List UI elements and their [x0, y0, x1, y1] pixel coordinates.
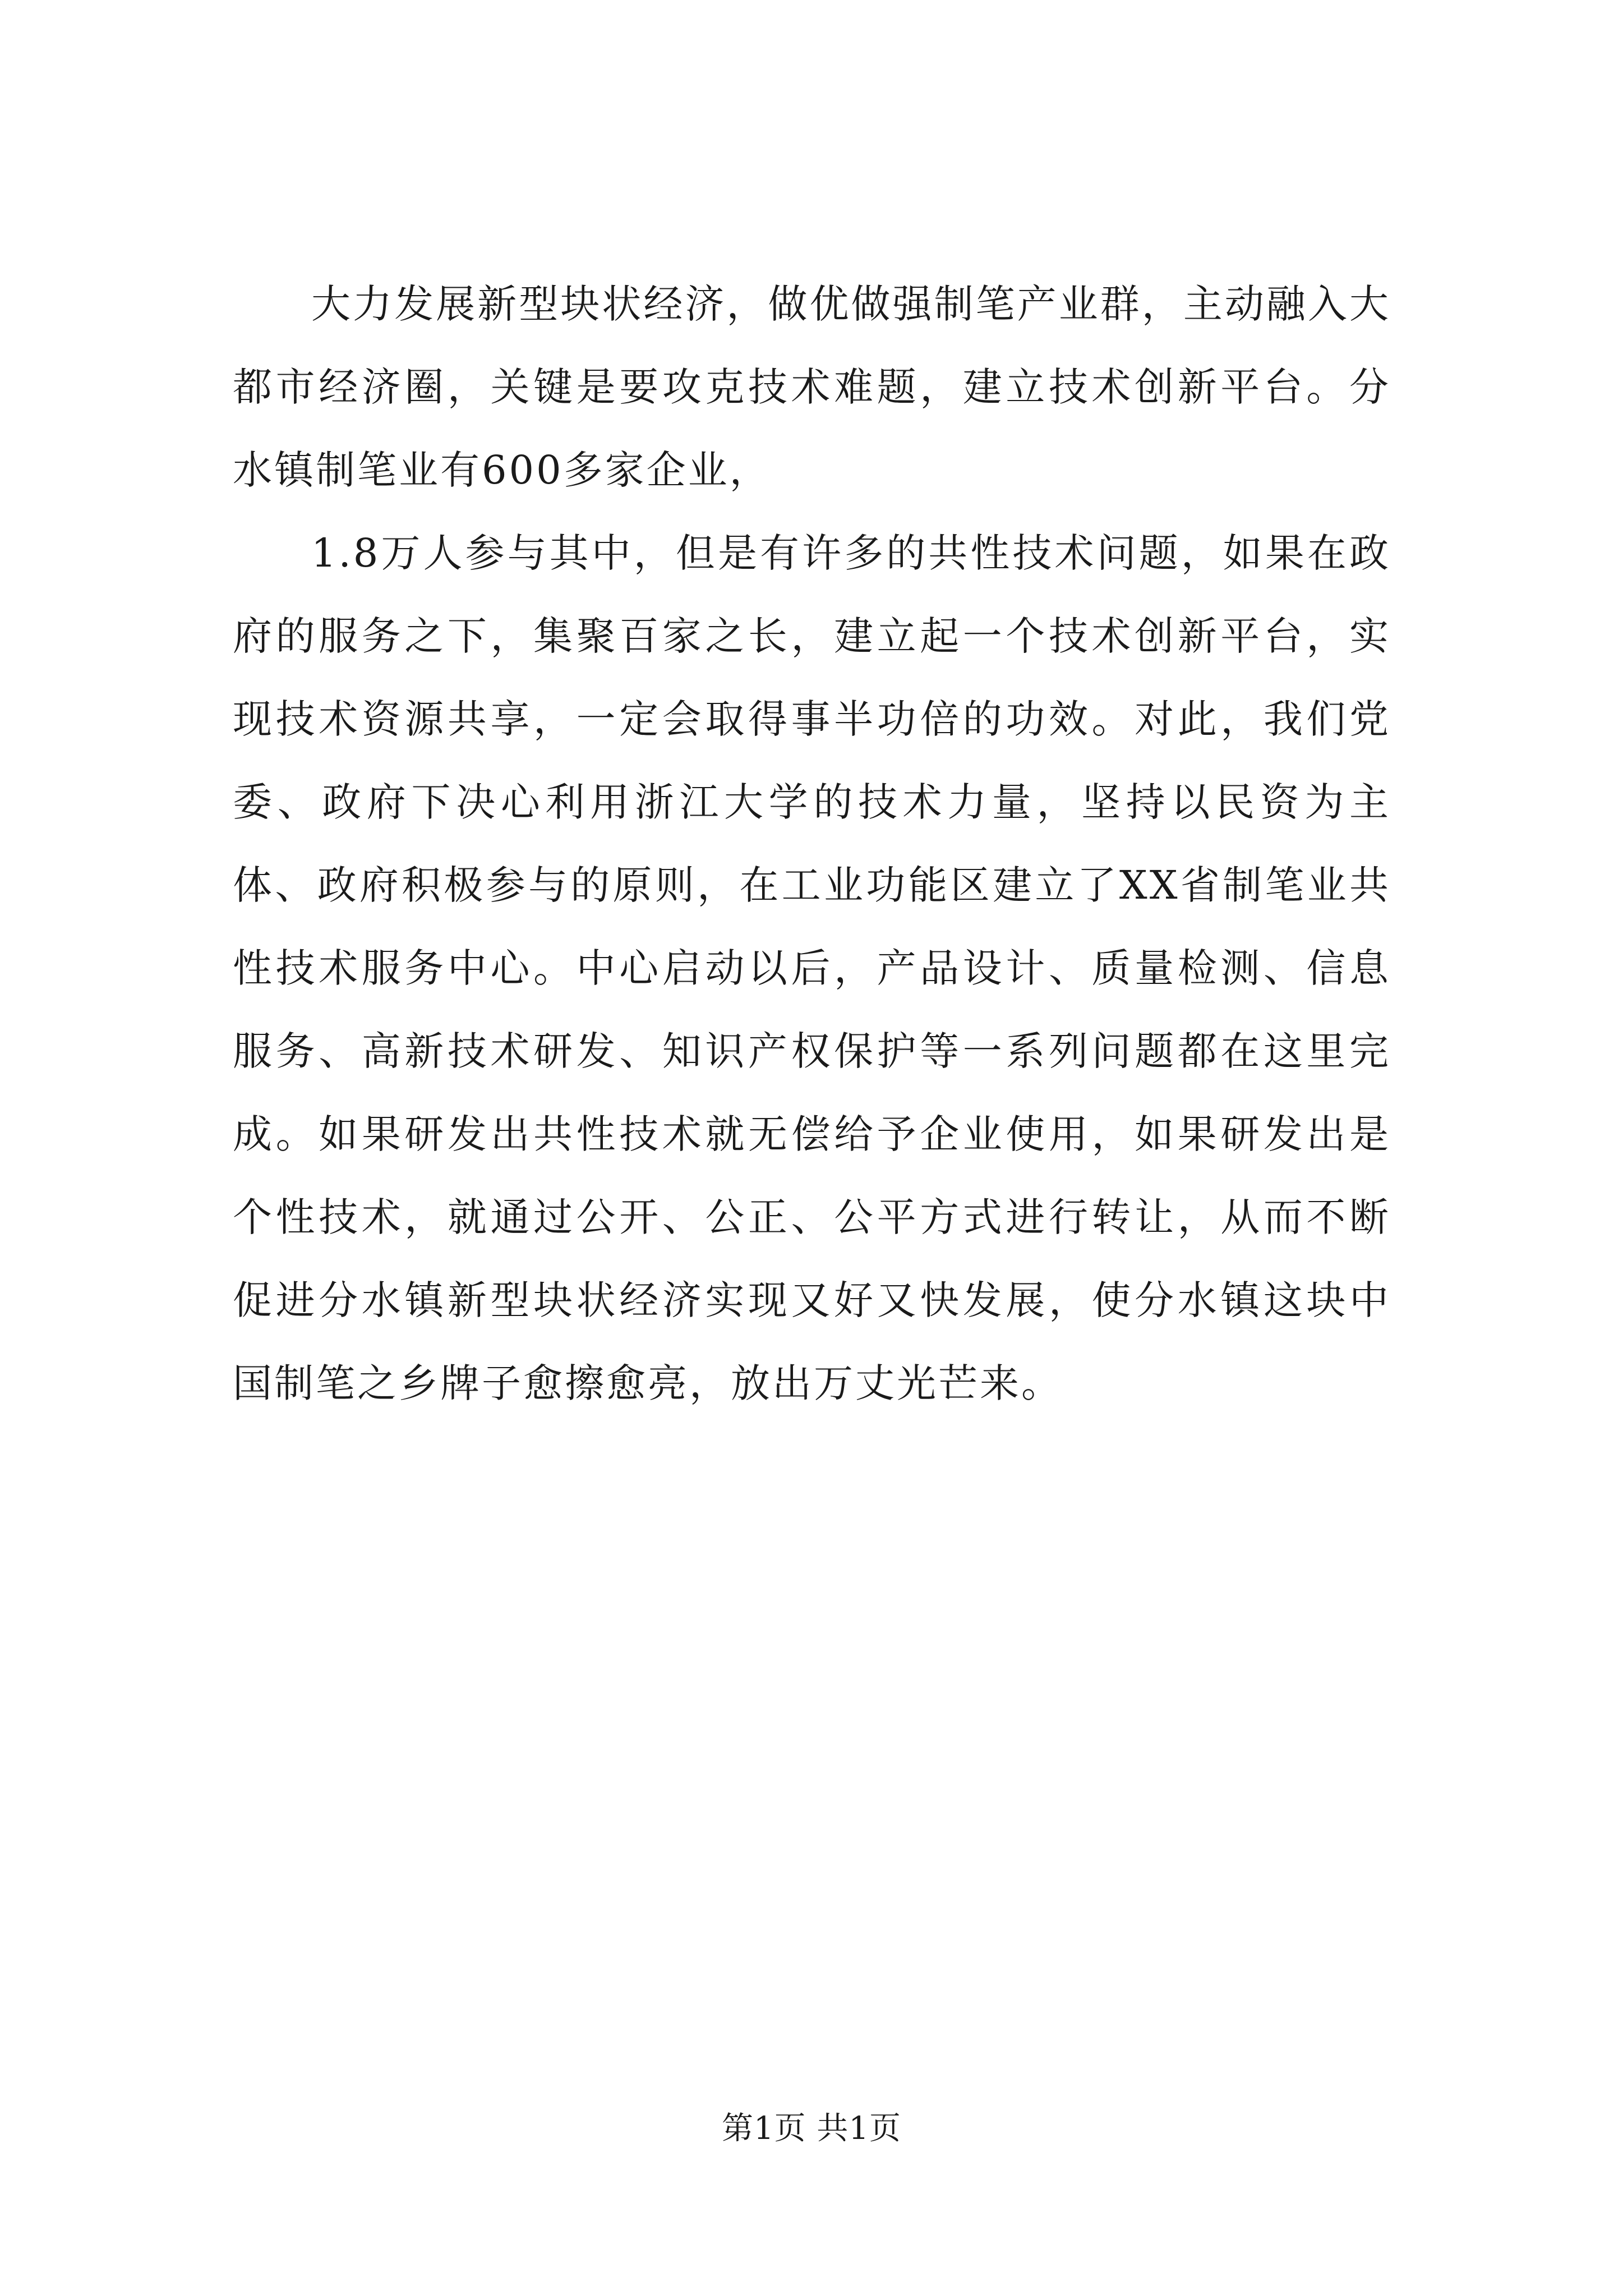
paragraph-1: 大力发展新型块状经济，做优做强制笔产业群，主动融入大都市经济圈，关键是要攻克技术难题，建立技术创新平台。分水镇制笔业有600多家企业，	[233, 281, 1391, 493]
paragraph-2: 1.8万人参与其中，但是有许多的共性技术问题，如果在政府的服务之下，集聚百家之长，建立起一个技术创新平台，实现技术资源共享，一定会取得事半功倍的功效。对此，我们党委、政府下决心利用浙江大学的技术力量，坚持以民资为主体、政府积极参与的原则，在工业功能区建立了XX省制笔业共性技术服务中心。中心启动以后，产品设计、质量检测、信息服务、高新技术研发、知识产权保护等一系列问题都在这里完成。如果研发出共性技术就无偿给予企业使用，如果研发出是个性技术，就通过公开、公正、公平方式进行转让，从而不断促进分水镇新型块状经济实现又好又快发展，使分水镇这块中国制笔之乡牌子愈擦愈亮，放出万丈光芒来。	[233, 530, 1391, 1406]
document-body	[233, 263, 1391, 1425]
page-number-footer: 第1页 共1页	[721, 2110, 902, 2147]
